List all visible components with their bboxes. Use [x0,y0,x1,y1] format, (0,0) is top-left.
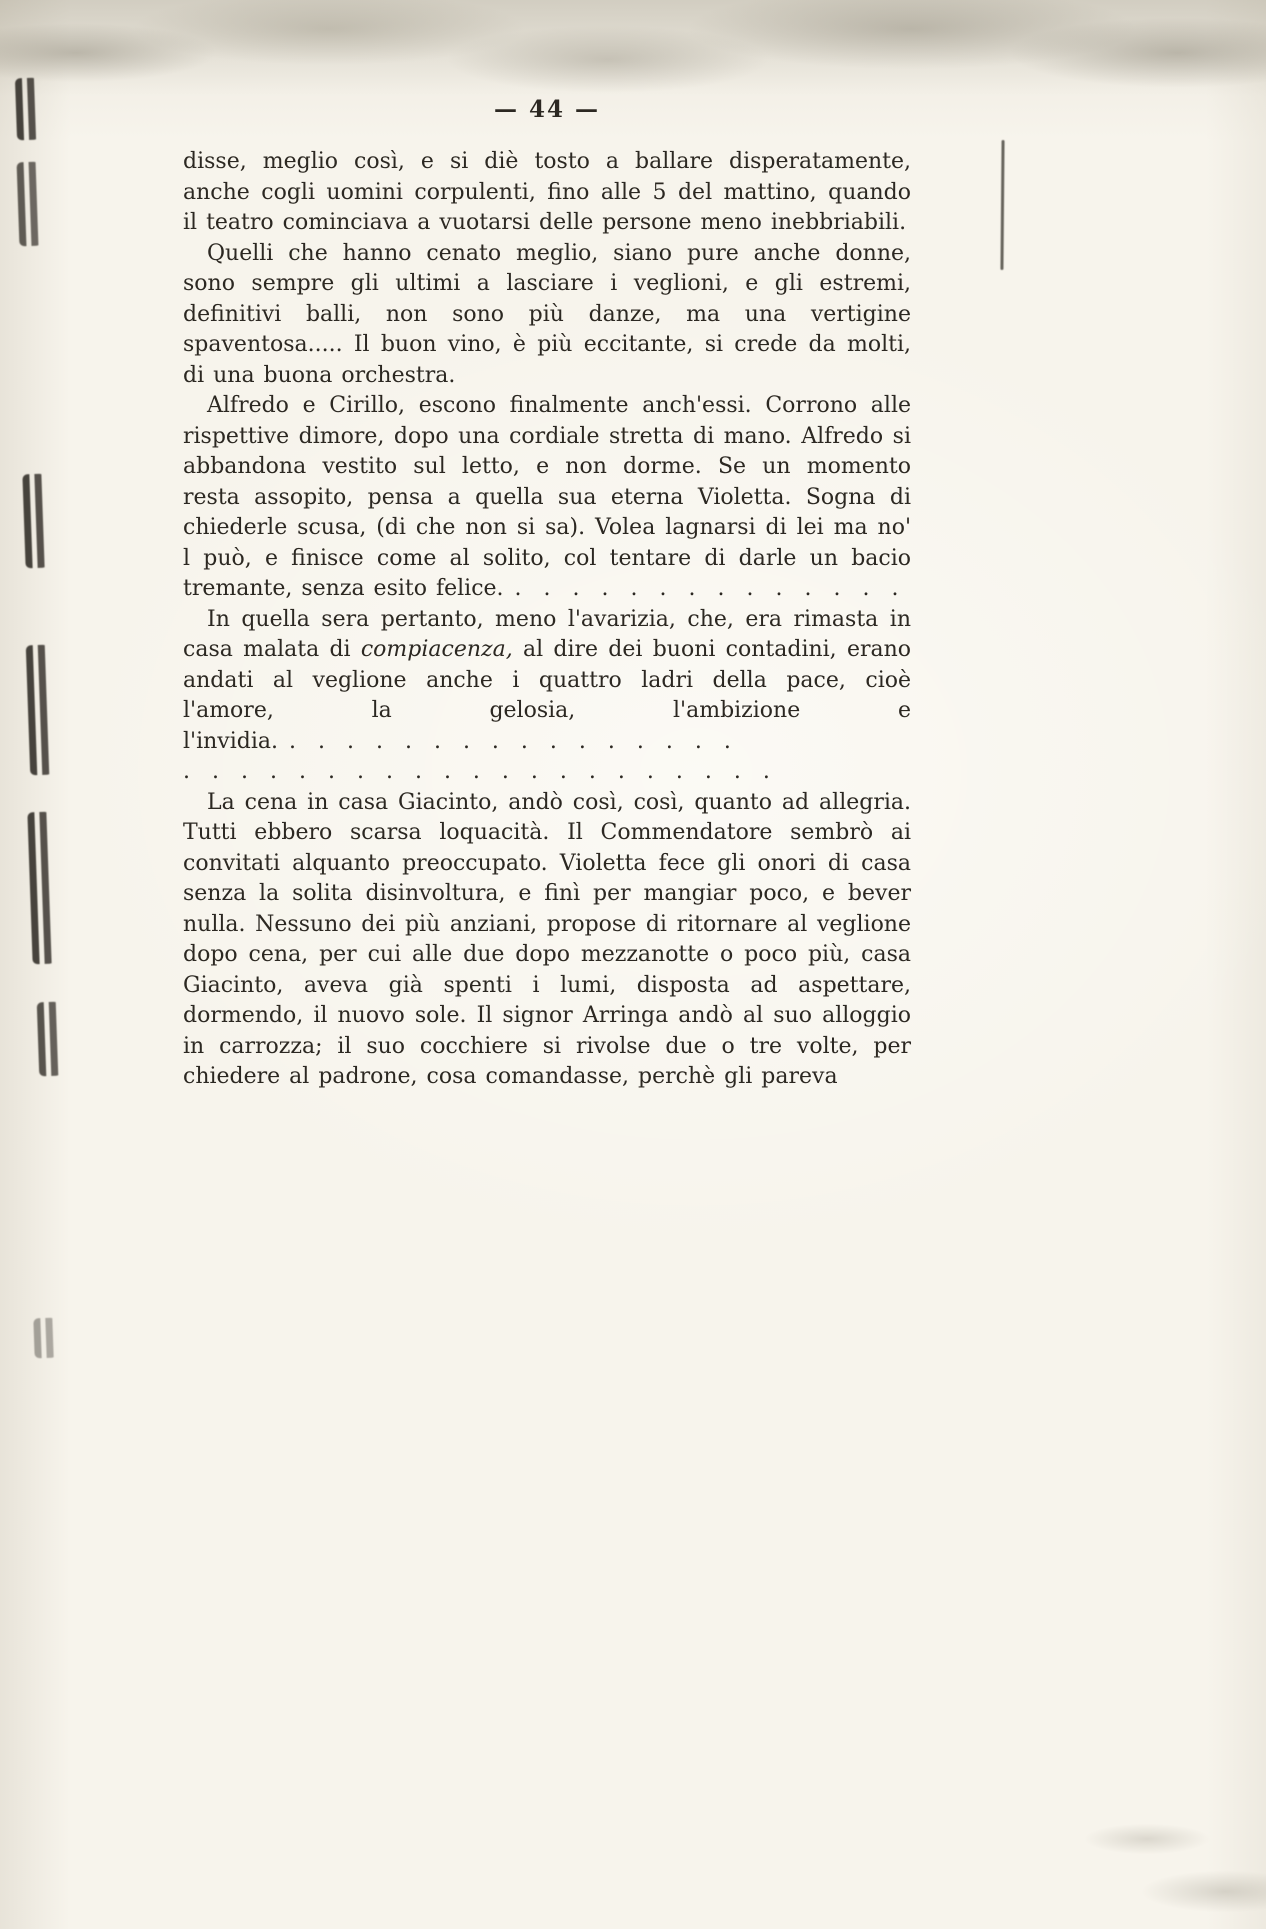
ink-smudge [15,78,39,141]
page-number: — 44 — [493,96,601,123]
ink-smudge [27,812,54,965]
paragraph: Alfredo e Cirillo, escono finalmente anch'essi. Corrono alle rispettive dimore, dopo una cordiale stretta di mano. Alfredo si abbandona vestito sul letto, e non dorme. Se un momento resta assopito, pensa a quella sua eterna Violetta. Sogna di chiederle scusa, (di che non si sa). Volea lagnarsi di lei ma no' l può, e finisce come al solito, col tentare di darle un bacio tremante, senza esito felice. . . . . . . . . . . . . . . [183,393,911,601]
ink-smudge [22,474,47,569]
paragraph-text-run: al dire dei buoni contadini, erano andati al veglione anche i quattro ladri della pace, cioè l'amore, la gelosia, l'ambizione e l'invidia. . . . . . . . . . . . . . . . . [183,637,912,754]
paragraph-with-italic [183,605,911,758]
ink-smudge [37,1002,62,1077]
ink-smudge [17,162,42,247]
ink-smudge [33,1318,56,1359]
scan-artifact-bottom-corner [926,1779,1266,1929]
paragraph: Quelli che hanno cenato meglio, siano pure anche donne, sono sempre gli ultimi a lasciare i veglioni, e gli estremi, definitivi balli, non sono più danze, ma una vertigine spaventosa..... Il buon vino, è più eccitante, si crede da molti, di una buona orchestra. [183,240,911,388]
italic-word: compiacenza, [360,637,513,662]
scan-artifact-top-edge [0,0,1266,96]
paragraph-text-run: In quella sera pertanto, meno l'avarizia, che, era rimasta in casa malata di [183,606,911,662]
paragraph-continuation: disse, meglio così, e si diè tosto a ballare disperatamente, anche cogli uomini corpulenti, fino alle 5 del mattino, quando il teatro cominciava a vuotarsi delle persone meno inebbriabili. [183,149,911,235]
ink-smudge [26,645,53,776]
paragraph: La cena in casa Giacinto, andò così, così, quanto ad allegria. Tutti ebbero scarsa loquacità. Il Commendatore sembrò ai convitati alquanto preoccupato. Violetta fece gli onori di casa senza la solita disinvoltura, e finì per mangiar poco, e bever nulla. Nessuno dei più anziani, propose di ritornare al veglione dopo cena, per cui alle due dopo mezzanotte o poco più, casa Giacinto, aveva già spenti i lumi, disposta ad aspettare, dormendo, il nuovo sole. Il signor Arringa andò al suo alloggio in carrozza; il suo cocchiere si rivolse due o tre volte, per chiedere al padrone, cosa comandasse, perchè gli pareva [183,789,911,1089]
ellipsis-line: . . . . . . . . . . . . . . . . . . . . . [183,759,770,784]
scan-artifact-right-line [1000,140,1004,270]
page-text-block [183,96,911,1093]
